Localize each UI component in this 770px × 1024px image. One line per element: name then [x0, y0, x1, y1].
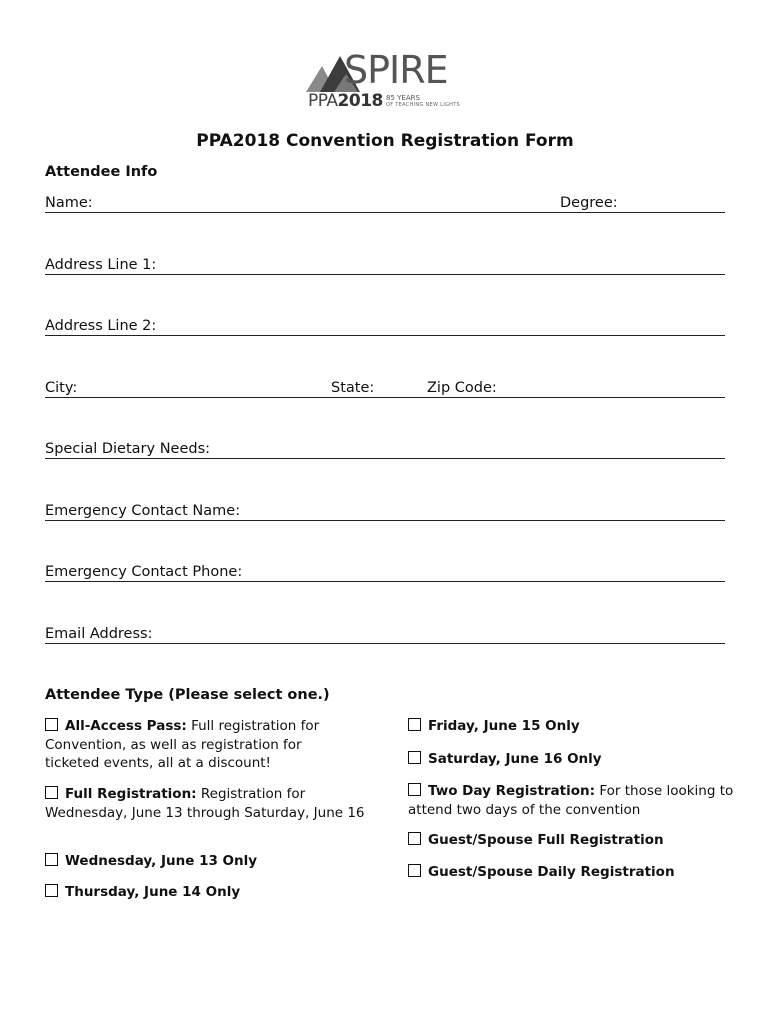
- dietary-field-line[interactable]: [45, 458, 725, 459]
- checkbox-icon[interactable]: [45, 718, 58, 731]
- option-wednesday[interactable]: Wednesday, June 13 Only: [45, 852, 375, 871]
- attendee-type-heading: Attendee Type (Please select one.): [45, 687, 330, 703]
- email-field-line[interactable]: [45, 643, 725, 644]
- degree-label: Degree:: [560, 195, 618, 211]
- aspire-logo: [300, 48, 470, 114]
- emergency-name-field-line[interactable]: [45, 520, 725, 521]
- logo-ppa: PPA2018: [308, 91, 383, 111]
- state-label: State:: [331, 380, 375, 396]
- checkbox-icon[interactable]: [408, 751, 421, 764]
- address1-label: Address Line 1:: [45, 257, 157, 273]
- checkbox-icon[interactable]: [408, 718, 421, 731]
- dietary-label: Special Dietary Needs:: [45, 441, 211, 457]
- emergency-phone-field-line[interactable]: [45, 581, 725, 582]
- emergency-phone-label: Emergency Contact Phone:: [45, 564, 243, 580]
- option-all-access[interactable]: All-Access Pass: Full registration for Convention, as well as registration for ticketed events, all at a discount!: [45, 718, 320, 771]
- option-full-registration[interactable]: Full Registration: Registration for Wednesday, June 13 through Saturday, June 16: [45, 786, 365, 821]
- checkbox-icon[interactable]: [45, 884, 58, 897]
- option-saturday[interactable]: Saturday, June 16 Only: [408, 750, 738, 769]
- zip-label: Zip Code:: [427, 380, 497, 396]
- checkbox-icon[interactable]: [408, 832, 421, 845]
- checkbox-icon[interactable]: [408, 783, 421, 796]
- option-guest-full[interactable]: Guest/Spouse Full Registration: [408, 831, 738, 850]
- emergency-name-label: Emergency Contact Name:: [45, 503, 241, 519]
- address2-label: Address Line 2:: [45, 318, 157, 334]
- city-label: City:: [45, 380, 78, 396]
- option-friday[interactable]: Friday, June 15 Only: [408, 717, 738, 736]
- address2-field-line[interactable]: [45, 335, 725, 336]
- checkbox-icon[interactable]: [45, 786, 58, 799]
- form-title: PPA2018 Convention Registration Form: [196, 131, 574, 151]
- address1-field-line[interactable]: [45, 274, 725, 275]
- logo-tagline: OF TEACHING NEW LIGHTS: [386, 102, 461, 108]
- option-two-day[interactable]: Two Day Registration: For those looking to attend two days of the convention: [408, 783, 734, 818]
- name-label: Name:: [45, 195, 93, 211]
- email-label: Email Address:: [45, 626, 153, 642]
- logo-word: SPIRE: [344, 48, 448, 92]
- checkbox-icon[interactable]: [45, 853, 58, 866]
- attendee-info-heading: Attendee Info: [45, 164, 158, 180]
- option-guest-daily[interactable]: Guest/Spouse Daily Registration: [408, 863, 738, 882]
- city-state-zip-field-line[interactable]: [45, 397, 725, 398]
- name-field-line[interactable]: [45, 212, 725, 213]
- checkbox-icon[interactable]: [408, 864, 421, 877]
- option-thursday[interactable]: Thursday, June 14 Only: [45, 883, 375, 902]
- logo-years: 85 YEARS: [386, 94, 420, 102]
